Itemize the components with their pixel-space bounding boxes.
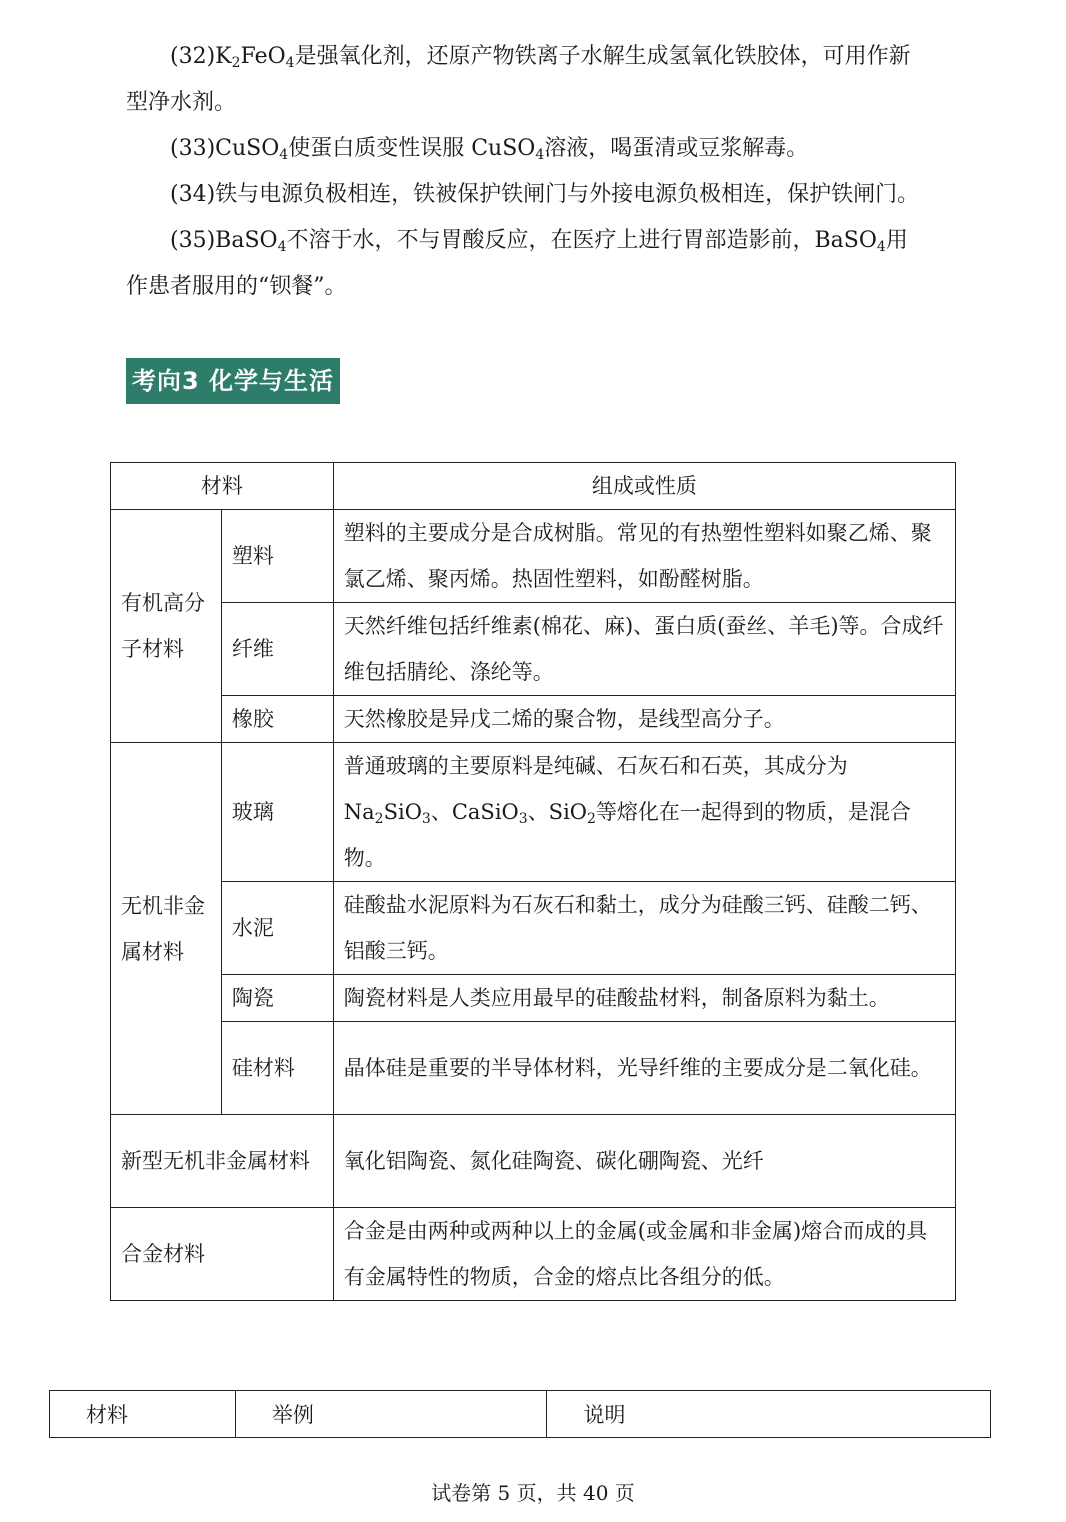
item-number: (32) xyxy=(170,44,216,69)
material-cell: 水泥 xyxy=(221,882,333,975)
table-row xyxy=(111,510,956,603)
materials-table xyxy=(110,462,956,1301)
category-cell: 合金材料 xyxy=(111,1208,334,1301)
material-cell: 硅材料 xyxy=(221,1022,333,1115)
description-cell: 氧化铝陶瓷、氮化硅陶瓷、碳化硼陶瓷、光纤 xyxy=(333,1115,955,1208)
item-number: (35) xyxy=(170,228,216,253)
category-cell: 无机非金属材料 xyxy=(111,743,222,1115)
description-cell: 晶体硅是重要的半导体材料，光导纤维的主要成分是二氧化硅。 xyxy=(333,1022,955,1115)
header-cell: 说明 xyxy=(547,1391,991,1438)
item-33: (33)CuSO$_4$使蛋白质变性误服 CuSO$_4$溶液，喝蛋清或豆浆解毒。 xyxy=(170,136,809,163)
material-cell: 陶瓷 xyxy=(221,975,333,1022)
table-row xyxy=(111,882,956,975)
table-row xyxy=(111,603,956,696)
description-cell: 天然橡胶是异戊二烯的聚合物，是线型高分子。 xyxy=(333,696,955,743)
category-cell: 有机高分子材料 xyxy=(111,510,222,743)
description-cell: 合金是由两种或两种以上的金属(或金属和非金属)熔合而成的具有金属特性的物质，合金的熔点比各组分的低。 xyxy=(333,1208,955,1301)
table-row xyxy=(111,696,956,743)
material-cell: 纤维 xyxy=(221,603,333,696)
material-cell: 橡胶 xyxy=(221,696,333,743)
material-cell: 玻璃 xyxy=(221,743,333,882)
header-cell: 组成或性质 xyxy=(333,463,955,510)
header-cell: 材料 xyxy=(111,463,334,510)
examples-table xyxy=(49,1390,991,1438)
table-header-row xyxy=(111,463,956,510)
item-35: (35)BaSO$_4$不溶于水，不与胃酸反应，在医疗上进行胃部造影前，BaSO$_4$用 作患者服用的“钡餐”。 xyxy=(126,218,946,310)
item-number: (34) xyxy=(170,182,216,207)
description-cell: 天然纤维包括纤维素(棉花、麻)、蛋白质(蚕丝、羊毛)等。合成纤维包括腈纶、涤纶等。 xyxy=(333,603,955,696)
item-32: $(32)K_2FeO_4$是强氧化剂，还原产物铁离子水解生成氢氧化铁胶体，可用作新 型净水剂。 xyxy=(126,34,946,126)
table-header-row xyxy=(50,1391,991,1438)
description-cell: 塑料的主要成分是合成树脂。常见的有热塑性塑料如聚乙烯、聚氯乙烯、聚丙烯。热固性塑料，如酚醛树脂。 xyxy=(333,510,955,603)
description-cell: 硅酸盐水泥原料为石灰石和黏土，成分为硅酸三钙、硅酸二钙、铝酸三钙。 xyxy=(333,882,955,975)
header-cell: 材料 xyxy=(50,1391,236,1438)
header-cell: 举例 xyxy=(235,1391,547,1438)
table-row xyxy=(111,1022,956,1115)
table-row xyxy=(111,743,956,882)
table-row xyxy=(111,975,956,1022)
item-continuation: 型净水剂。 xyxy=(126,90,237,115)
table-row xyxy=(111,1208,956,1301)
section-title: 考向3 化学与生活 xyxy=(126,358,340,404)
material-cell: 塑料 xyxy=(221,510,333,603)
page-footer: 试卷第 5 页，共 40 页 xyxy=(431,1481,635,1505)
table-row xyxy=(111,1115,956,1208)
item-34: (34)铁与电源负极相连，铁被保护铁闸门与外接电源负极相连，保护铁闸门。 xyxy=(170,182,920,207)
category-cell: 新型无机非金属材料 xyxy=(111,1115,334,1208)
item-continuation: 作患者服用的“钡餐”。 xyxy=(126,274,347,299)
item-number: (33) xyxy=(170,136,216,161)
description-cell: 陶瓷材料是人类应用最早的硅酸盐材料，制备原料为黏土。 xyxy=(333,975,955,1022)
description-cell: 普通玻璃的主要原料是纯碱、石灰石和石英，其成分为$Na_2SiO_3$、CaSiO$_3$、SiO$_2$等熔化在一起得到的物质，是混合物。 xyxy=(333,743,955,882)
